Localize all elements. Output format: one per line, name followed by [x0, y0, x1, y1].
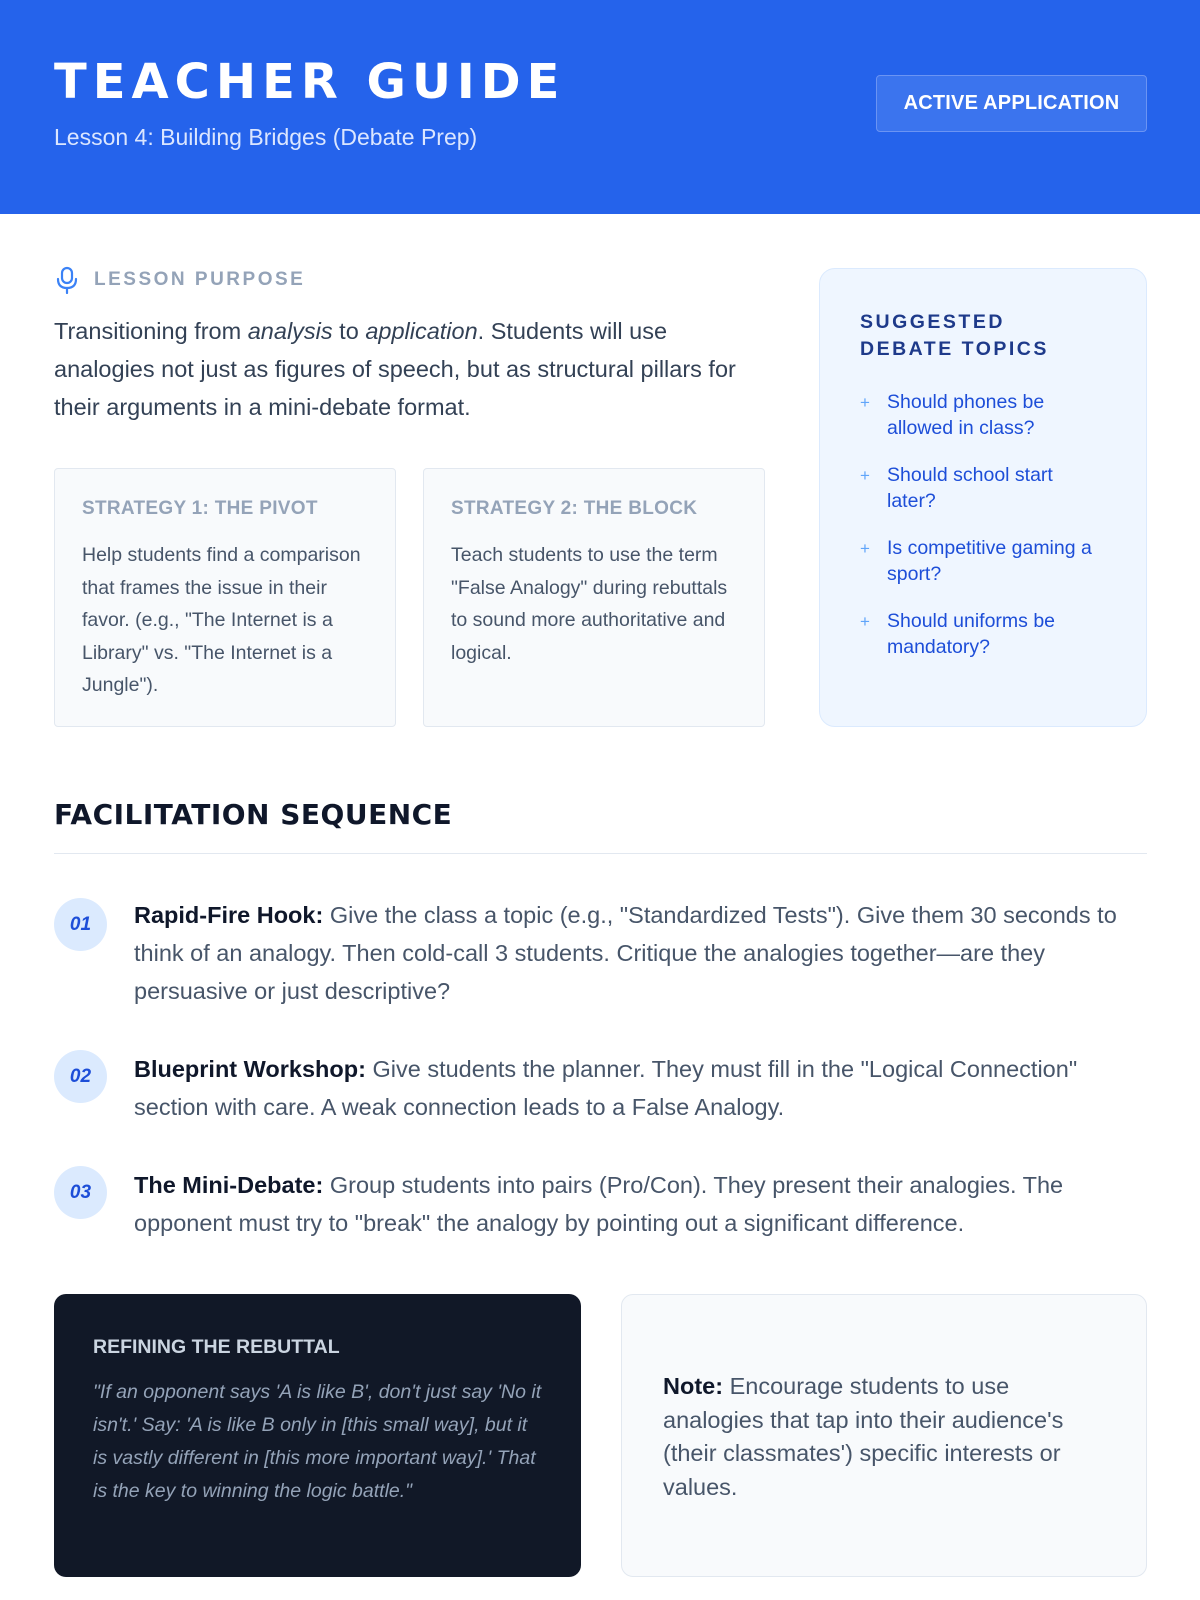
note-text	[663, 1370, 1105, 1504]
suggested-topics-title: SUGGESTED DEBATE TOPICS	[860, 311, 1049, 360]
purpose-text-part: Transitioning from	[54, 318, 248, 344]
section-divider	[54, 853, 1147, 854]
purpose-emphasis-application: application	[365, 318, 478, 344]
topic-label: Should school start later?	[887, 464, 1053, 512]
step-number-badge: 01	[54, 898, 107, 951]
suggested-topics-panel	[819, 268, 1147, 727]
lesson-purpose-text	[54, 312, 764, 426]
plus-icon: +	[860, 539, 870, 558]
purpose-emphasis-analysis: analysis	[247, 318, 333, 344]
note-panel	[621, 1294, 1147, 1577]
topic-label: Is competitive gaming a sport?	[887, 537, 1092, 585]
topic-item	[860, 608, 1106, 660]
strategy-card-pivot	[54, 468, 396, 727]
step-description: Give the class a topic (e.g., "Standardized Tests"). Give them 30 seconds to think of an analogy. Then cold-call 3 students. Critique the analogies together—are they persuasive or just descriptive?	[134, 902, 1117, 1004]
strategy-body: Teach students to use the term "False Analogy" during rebuttals to sound more authoritative and logical.	[451, 544, 728, 664]
note-body: Encourage students to use analogies that tap into their audience's (their classmates') specific interests or values.	[663, 1373, 1064, 1500]
plus-icon: +	[860, 612, 870, 631]
step-text	[134, 896, 1147, 1010]
lesson-purpose-heading	[54, 266, 305, 294]
active-application-button[interactable]: ACTIVE APPLICATION	[876, 75, 1147, 132]
plus-icon: +	[860, 466, 870, 485]
strategy-title: STRATEGY 2: THE BLOCK	[451, 498, 698, 519]
plus-icon: +	[860, 393, 870, 412]
strategy-card-block	[423, 468, 765, 727]
page-title: TEACHER GUIDE	[54, 54, 566, 110]
step-lead: Rapid-Fire Hook:	[134, 902, 324, 928]
topic-label: Should uniforms be mandatory?	[887, 610, 1056, 658]
topic-item	[860, 389, 1106, 441]
topic-label: Should phones be allowed in class?	[887, 391, 1045, 439]
topic-list	[860, 389, 1106, 660]
topic-item	[860, 535, 1106, 587]
purpose-text-part: to	[332, 318, 366, 344]
topic-item	[860, 462, 1106, 514]
page-header	[0, 0, 1200, 214]
microphone-icon	[54, 266, 80, 294]
purpose-text-part: . Students will use analogies not just as figures of speech, but as structural pillars for their arguments in a mini-debate format.	[54, 318, 736, 420]
rebuttal-quote: "If an opponent says 'A is like B', don't just say 'No it isn't.' Say: 'A is like B only in [this small way], but it is vastly different in [this more important way].' That is the key to winning the logic battle."	[93, 1381, 542, 1502]
step-number-badge: 02	[54, 1050, 107, 1103]
step-text	[134, 1166, 1147, 1242]
step-lead: The Mini-Debate:	[134, 1172, 324, 1198]
lesson-purpose-label: LESSON PURPOSE	[94, 269, 306, 290]
strategy-title: STRATEGY 1: THE PIVOT	[82, 498, 318, 519]
step-text	[134, 1050, 1147, 1126]
lesson-subtitle: Lesson 4: Building Bridges (Debate Prep)	[54, 124, 478, 150]
note-lead: Note:	[663, 1373, 724, 1399]
step-description: Give students the planner. They must fill in the "Logical Connection" section with care. A weak connection leads to a False Analogy.	[134, 1056, 1078, 1120]
step-description: Group students into pairs (Pro/Con). They present their analogies. The opponent must try to "break" the analogy by pointing out a significant difference.	[134, 1172, 1064, 1236]
refining-rebuttal-panel	[54, 1294, 581, 1577]
rebuttal-title: REFINING THE REBUTTAL	[93, 1336, 340, 1358]
step-number-badge: 03	[54, 1166, 107, 1219]
strategy-body: Help students find a comparison that frames the issue in their favor. (e.g., "The Internet is a Library" vs. "The Internet is a Jungle").	[82, 544, 361, 696]
step-lead: Blueprint Workshop:	[134, 1056, 366, 1082]
facilitation-sequence-title: FACILITATION SEQUENCE	[54, 798, 453, 831]
